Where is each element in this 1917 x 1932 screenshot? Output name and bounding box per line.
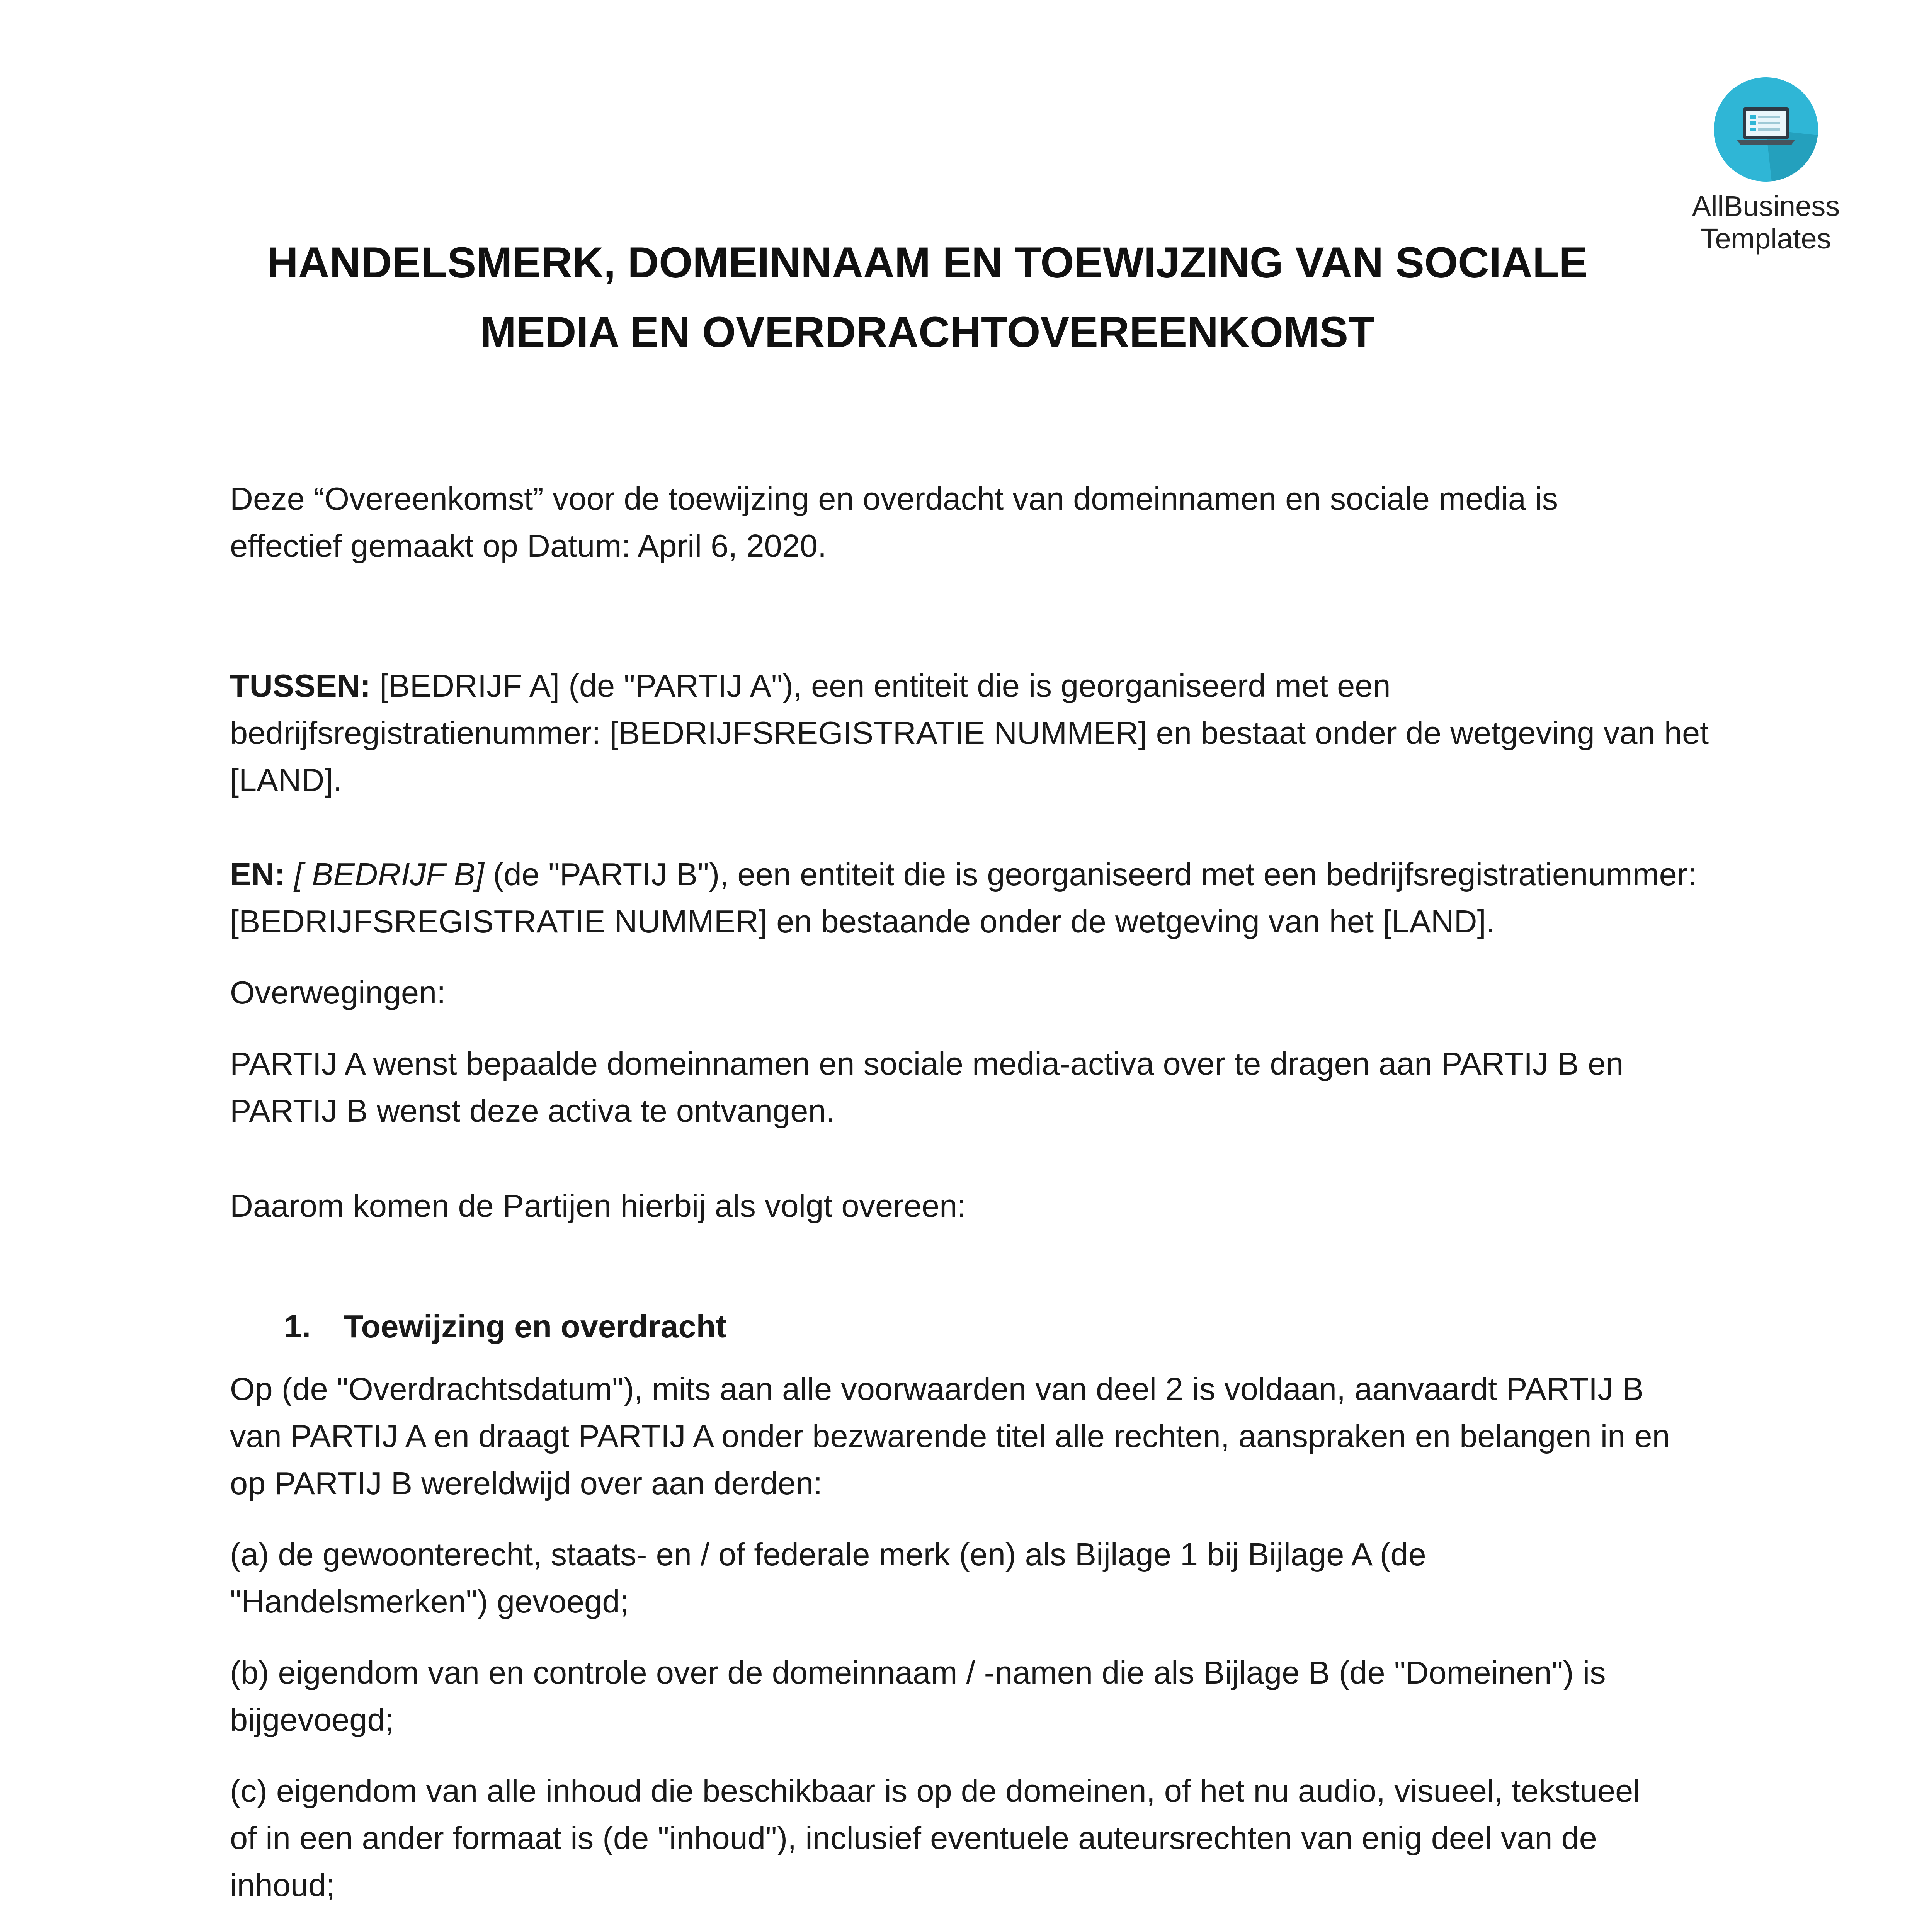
clause-line: (c) eigendom van alle inhoud die beschikbaar is op de domeinen, of het nu audio, visueel, tekstueel: [230, 1773, 1640, 1809]
clause-line: (b) eigendom van en controle over de domeinnaam / -namen die als Bijlage B (de "Domeinen") is: [230, 1655, 1606, 1690]
intro-line: effectief gemaakt op Datum: April 6, 2020.: [230, 528, 827, 564]
paragraph-line: van PARTIJ A en draagt PARTIJ A onder bezwarende titel alle rechten, aanspraken en belangen in en: [230, 1418, 1670, 1454]
partij-line: PARTIJ B wenst deze activa te ontvangen.: [230, 1093, 835, 1129]
tussen-label: TUSSEN:: [230, 668, 371, 704]
clause-line: bijgevoegd;: [230, 1702, 394, 1738]
laptop-icon: [1714, 77, 1818, 182]
allbusiness-logo: [1677, 77, 1855, 255]
section-1-heading: [230, 1303, 1706, 1350]
title-line-1: HANDELSMERK, DOMEINNAAM EN TOEWIJZING VAN SOCIALE: [267, 238, 1588, 287]
clause-line: inhoud;: [230, 1867, 335, 1903]
tussen-line: bedrijfsregistratienummer: [BEDRIJFSREGISTRATIE NUMMER] en bestaat onder de wetgeving van het: [230, 715, 1709, 751]
clause-b: [230, 1649, 1706, 1743]
en-text: (de "PARTIJ B"), een entiteit die is georganiseerd met een bedrijfsregistratienummer:: [484, 856, 1697, 892]
document-title: [232, 228, 1623, 367]
tussen-paragraph: [230, 662, 1709, 804]
tussen-line: [LAND].: [230, 762, 342, 798]
document-body: [230, 475, 1709, 1932]
logo-line-1: AllBusiness: [1692, 190, 1840, 222]
clause-line: of in een ander formaat is (de "inhoud"), inclusief eventuele auteursrechten van enig deel van de: [230, 1820, 1597, 1856]
en-line: [230, 851, 1706, 898]
en-line: [BEDRIJFSREGISTRATIE NUMMER] en bestaande onder de wetgeving van het [LAND].: [230, 903, 1495, 939]
en-paragraph: [230, 851, 1706, 945]
en-label: EN:: [230, 856, 285, 892]
overwegingen-paragraph: [230, 969, 1706, 1016]
tussen-text: [BEDRIJF A] (de "PARTIJ A"), een entiteit die is georganiseerd met een: [371, 668, 1391, 704]
en-company: [ BEDRIJF B]: [285, 856, 484, 892]
title-line-2: MEDIA EN OVERDRACHTOVEREENKOMST: [480, 308, 1375, 356]
daarom-paragraph: [230, 1182, 1706, 1230]
paragraph-line: op PARTIJ B wereldwijd over aan derden:: [230, 1465, 823, 1501]
section-1-paragraph: [230, 1366, 1706, 1507]
intro-paragraph: [230, 475, 1706, 570]
clause-line: "Handelsmerken") gevoegd;: [230, 1583, 629, 1619]
overwegingen-line: Overwegingen:: [230, 975, 446, 1010]
tussen-line: [230, 662, 1706, 709]
clause-line: (a) de gewoonterecht, staats- en / of federale merk (en) als Bijlage 1 bij Bijlage A (de: [230, 1536, 1426, 1572]
paragraph-line: Op (de "Overdrachtsdatum"), mits aan alle voorwaarden van deel 2 is voldaan, aanvaardt PARTIJ B: [230, 1371, 1644, 1407]
daarom-line: Daarom komen de Partijen hierbij als volgt overeen:: [230, 1188, 966, 1224]
partij-line: PARTIJ A wenst bepaalde domeinnamen en sociale media-activa over te dragen aan PARTIJ B en: [230, 1046, 1624, 1082]
partij-paragraph: [230, 1040, 1706, 1134]
section-title: Toewijzing en overdracht: [344, 1308, 727, 1344]
section-number: 1.: [284, 1308, 311, 1344]
intro-line: Deze “Overeenkomst” voor de toewijzing en overdacht van domeinnamen en sociale media is: [230, 481, 1558, 517]
clause-a: [230, 1531, 1706, 1625]
logo-line-2: Templates: [1701, 223, 1831, 255]
clause-c: [230, 1767, 1706, 1909]
